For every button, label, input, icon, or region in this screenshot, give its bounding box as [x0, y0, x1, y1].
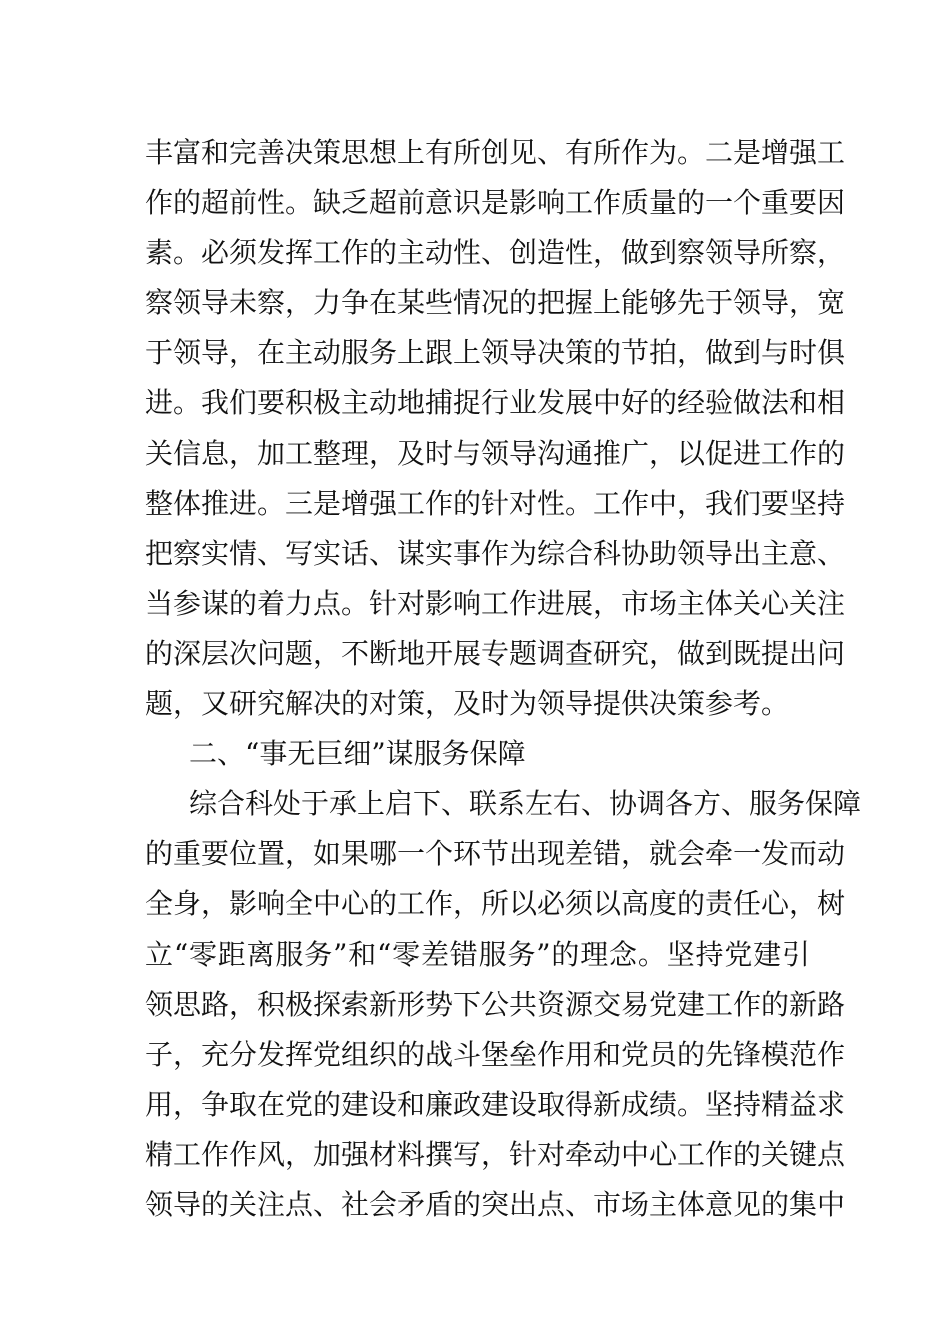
document-body-text — [145, 128, 862, 1230]
text-line: 作的超前性。缺乏超前意识是影响工作质量的一个重要因 — [145, 186, 846, 220]
text-line: 子，充分发挥党组织的战斗堡垒作用和党员的先锋模范作 — [145, 1037, 846, 1071]
text-line: 全身，影响全中心的工作，所以必须以高度的责任心，树 — [145, 887, 846, 921]
text-line: 用，争取在党的建设和廉政建设取得新成绩。坚持精益求 — [145, 1087, 846, 1121]
text-line: 领导的关注点、社会矛盾的突出点、市场主体意见的集中 — [145, 1187, 846, 1221]
text-line: 丰富和完善决策思想上有所创见、有所作为。二是增强工 — [145, 136, 846, 169]
text-line: 关信息，加工整理，及时与领导沟通推广，以促进工作的 — [145, 436, 846, 470]
text-line: 的深层次问题，不断地开展专题调查研究，做到既提出问 — [145, 636, 846, 670]
text-line: 立“零距离服务”和“零差错服务”的理念。坚持党建引 — [145, 937, 810, 971]
text-line: 于领导，在主动服务上跟上领导决策的节拍，做到与时俱 — [145, 336, 846, 370]
text-line: 整体推进。三是增强工作的针对性。工作中，我们要坚持 — [145, 486, 846, 520]
text-line: 素。必须发挥工作的主动性、创造性，做到察领导所察， — [145, 236, 846, 270]
text-line: 当参谋的着力点。针对影响工作进展，市场主体关心关注 — [145, 586, 846, 620]
text-line: 综合科处于承上启下、联系左右、协调各方、服务保障 — [189, 787, 862, 821]
section-heading: 二、“事无巨细”谋服务保障 — [189, 737, 526, 771]
text-line: 领思路，积极探索新形势下公共资源交易党建工作的新路 — [145, 987, 846, 1021]
text-line: 把察实情、写实话、谋实事作为综合科协助领导出主意、 — [145, 536, 846, 570]
text-line: 精工作作风，加强材料撰写，针对牵动中心工作的关键点 — [145, 1137, 846, 1171]
text-line: 进。我们要积极主动地捕捉行业发展中好的经验做法和相 — [145, 386, 846, 420]
text-line: 题，又研究解决的对策，及时为领导提供决策参考。 — [145, 687, 790, 721]
text-line: 察领导未察，力争在某些情况的把握上能够先于领导，宽 — [145, 286, 846, 320]
text-line: 的重要位置，如果哪一个环节出现差错，就会牵一发而动 — [145, 837, 846, 871]
